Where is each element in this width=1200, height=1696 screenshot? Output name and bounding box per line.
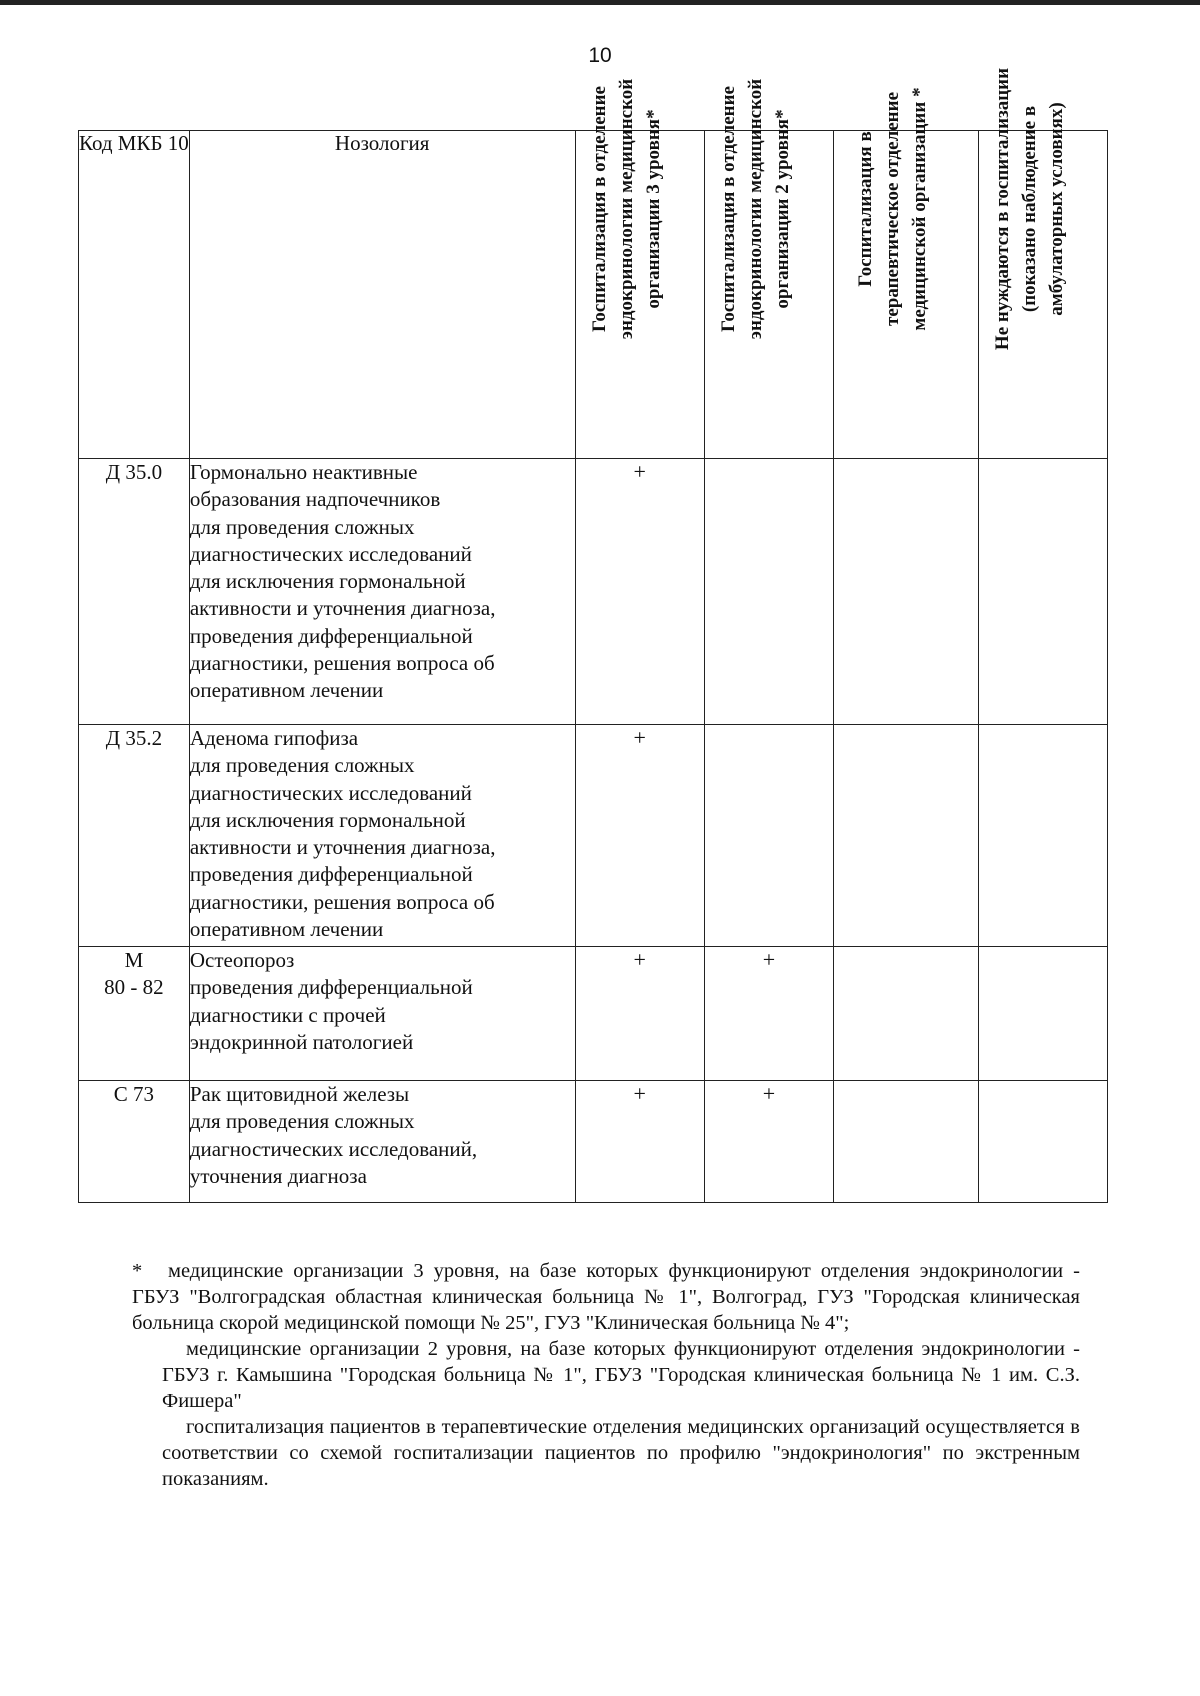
header-level2: Госпитализация в отделение эндокринологии медицинской организации 2 уровня*	[718, 78, 793, 340]
header-level2-cell	[704, 78, 833, 459]
row-nosology-line: проведения дифференциальной	[189, 975, 473, 1000]
table-row	[79, 459, 1108, 725]
mark-level2	[704, 459, 833, 725]
row-nosology-line: уточнения диагноза	[189, 1163, 367, 1188]
header-level3: Госпитализация в отделение эндокринологии медицинской организации 3 уровня*	[588, 78, 664, 340]
row-nosology-line: оперативном лечении	[189, 678, 384, 703]
footnotes	[132, 1258, 1080, 1492]
row-nosology-line: диагностики, решения вопроса об	[189, 889, 495, 914]
footnote-therapy: госпитализация пациентов в терапевтические отделения медицинских организаций осуществляется в соответствии со схемой госпитализации пациентов по профилю "эндокринология" по экстренным показаниям.	[162, 1416, 1080, 1490]
row-code-line: М	[124, 948, 144, 972]
row-nosology-line: проведения дифференциальной	[189, 862, 473, 887]
row-code-line: Д 35.2	[105, 726, 163, 750]
row-nosology	[189, 947, 575, 1081]
row-code	[79, 947, 190, 1081]
row-nosology-line: диагностических исследований,	[189, 1136, 478, 1161]
header-level3-cell	[575, 78, 704, 459]
row-code	[79, 725, 190, 947]
mark-outpatient	[978, 725, 1107, 947]
row-nosology-line: Рак щитовидной железы	[189, 1082, 410, 1106]
mark-level2	[704, 725, 833, 947]
row-nosology-line: для проведения сложных	[189, 753, 415, 778]
row-nosology-line: активности и уточнения диагноза,	[189, 835, 496, 860]
mark-level2: +	[704, 1081, 833, 1203]
mark-therapy	[834, 947, 979, 1081]
table-body	[79, 459, 1108, 1203]
hospitalization-table	[78, 67, 1108, 1203]
row-nosology-line: диагностики с прочей	[189, 1002, 386, 1027]
table-row	[79, 1081, 1108, 1203]
mark-outpatient	[978, 459, 1107, 725]
mark-therapy	[834, 459, 979, 725]
row-nosology-line: диагностических исследований	[189, 541, 472, 566]
mark-level3: +	[575, 459, 704, 725]
row-code-line: 80 - 82	[104, 975, 164, 999]
row-nosology-line: Остеопороз	[189, 948, 295, 972]
row-nosology-line: оперативном лечении	[189, 917, 384, 942]
mark-therapy	[834, 725, 979, 947]
mark-outpatient	[978, 1081, 1107, 1203]
row-nosology-line: эндокринной патологией	[189, 1029, 414, 1054]
row-nosology-line: образования надпочечников	[189, 487, 441, 512]
row-nosology-line: диагностики, решения вопроса об	[189, 651, 495, 676]
footnote-star: *	[132, 1260, 143, 1282]
header-outpatient: Не нуждаются в госпитализации (показано наблюдение в амбулаторных условиях)	[991, 67, 1067, 351]
table-row	[79, 947, 1108, 1081]
mark-level2: +	[704, 947, 833, 1081]
header-therapy: Госпитализация в терапевтическое отделение медицинской организации *	[854, 87, 930, 331]
row-nosology-line: для проведения сложных	[189, 514, 415, 539]
row-nosology	[189, 725, 575, 947]
header-outpatient-cell	[978, 67, 1107, 459]
row-nosology-line: Гормонально неактивные	[189, 460, 418, 484]
footnote-level3	[132, 1258, 1080, 1336]
row-nosology-line: проведения дифференциальной	[189, 623, 473, 648]
row-code-line: Д 35.0	[105, 460, 163, 484]
mark-outpatient	[978, 947, 1107, 1081]
mark-level3: +	[575, 1081, 704, 1203]
mark-level3: +	[575, 947, 704, 1081]
row-nosology-line: активности и уточнения диагноза,	[189, 596, 496, 621]
page-top-edge	[0, 0, 1200, 5]
mark-therapy	[834, 1081, 979, 1203]
table-header-row	[79, 131, 1108, 459]
header-code: Код МКБ 10	[79, 131, 190, 459]
row-code-line: С 73	[113, 1082, 155, 1106]
footnote-level3-text: медицинские организации 3 уровня, на базе которых функционируют отделения эндокринологии - ГБУЗ "Волгоградская областная клиническая больница № 1", Волгоград, ГУЗ "Городская клиническая больница скорой медицинской помощи № 25", ГУЗ "Клиническая больница № 4";	[132, 1260, 1080, 1334]
row-nosology-line: для проведения сложных	[189, 1109, 415, 1134]
row-nosology-line: для исключения гормональной	[189, 569, 466, 594]
row-nosology-line: диагностических исследований	[189, 780, 472, 805]
row-nosology-line: для исключения гормональной	[189, 807, 466, 832]
footnote-level2: медицинские организации 2 уровня, на базе которых функционируют отделения эндокринологии - ГБУЗ г. Камышина "Городская больница № 1", ГБУЗ "Городская клиническая больница № 1 им. С.З. Фишера"	[162, 1338, 1080, 1412]
row-nosology	[189, 459, 575, 725]
row-code	[79, 1081, 190, 1203]
header-therapy-cell	[834, 87, 979, 459]
row-nosology	[189, 1081, 575, 1203]
row-nosology-line: Аденома гипофиза	[189, 726, 359, 750]
header-nosology: Нозология	[189, 131, 575, 459]
table-row	[79, 725, 1108, 947]
mark-level3: +	[575, 725, 704, 947]
page-number: 10	[588, 44, 612, 67]
row-code	[79, 459, 190, 725]
